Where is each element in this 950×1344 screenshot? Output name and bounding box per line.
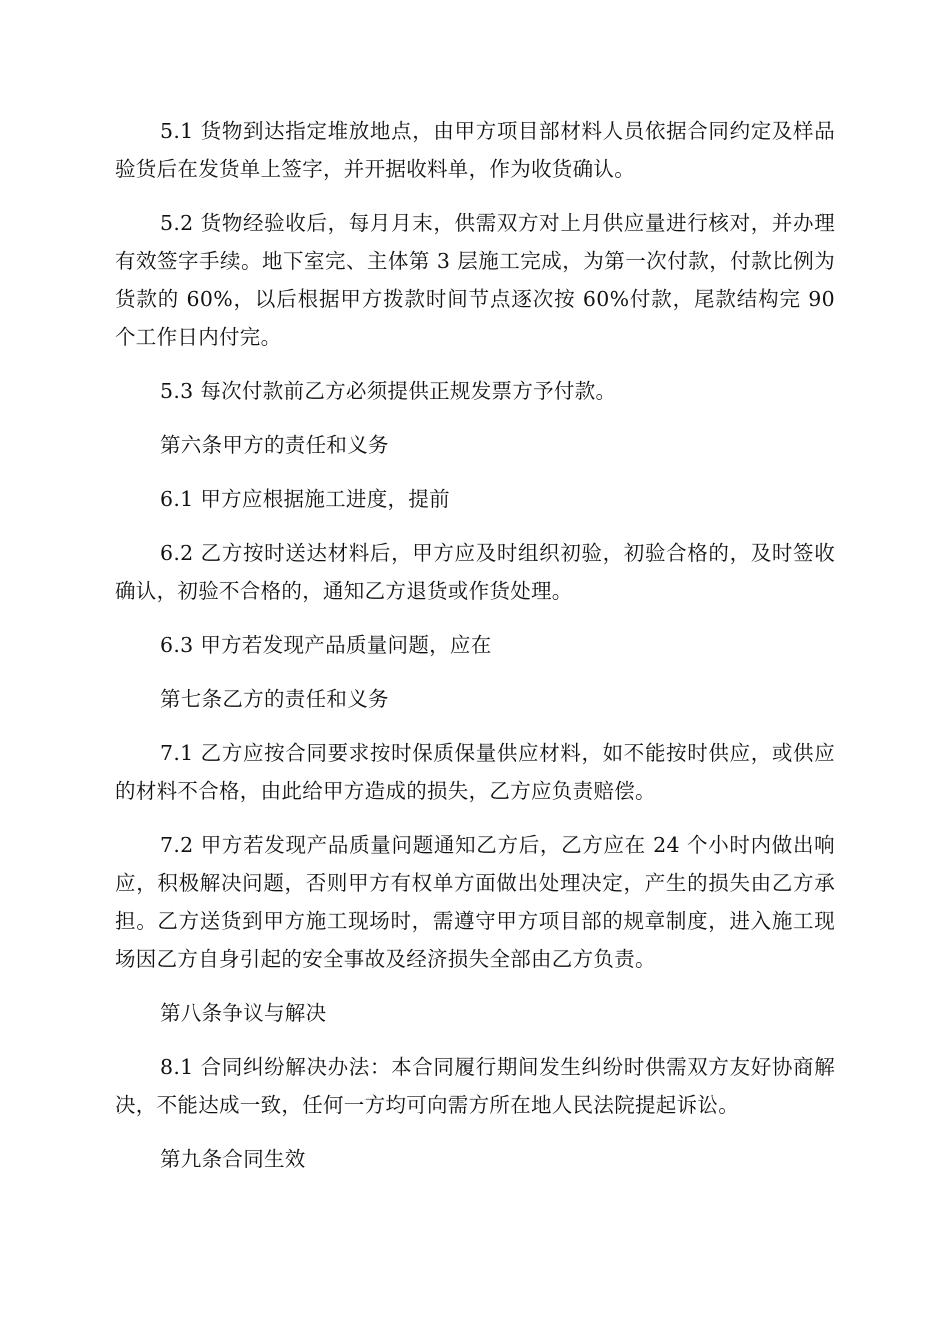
clause-6-2: 6.2 乙方按时送达材料后，甲方应及时组织初验，初验合格的，及时签收确认，初验不合格的，通知乙方退货或作货处理。	[115, 541, 835, 603]
article-8-heading: 第八条争议与解决	[160, 1001, 327, 1025]
clause-5-3: 5.3 每次付款前乙方必须提供正规发票方予付款。	[160, 379, 617, 403]
clause-5-2: 5.2 货物经验收后，每月月末，供需双方对上月供应量进行核对，并办理有效签字手续。地下室完、主体第 3 层施工完成，为第一次付款，付款比例为货款的 60%，以后根据甲方拨款时间节点逐次按 60%付款，尾款结构完 90 个工作日内付完。	[115, 211, 835, 349]
clause-8-1: 8.1 合同纠纷解决办法：本合同履行期间发生纠纷时供需双方友好协商解决，不能达成一致，任何一方均可向需方所在地人民法院提起诉讼。	[115, 1055, 835, 1117]
clause-5-1: 5.1 货物到达指定堆放地点，由甲方项目部材料人员依据合同约定及样品验货后在发货单上签字，并开据收料单，作为收货确认。	[115, 119, 835, 181]
clause-6-1: 6.1 甲方应根据施工进度，提前	[160, 487, 450, 511]
article-7-heading: 第七条乙方的责任和义务	[160, 687, 389, 711]
article-6-heading: 第六条甲方的责任和义务	[160, 433, 389, 457]
clause-7-1: 7.1 乙方应按合同要求按时保质保量供应材料，如不能按时供应，或供应的材料不合格，由此给甲方造成的损失，乙方应负责赔偿。	[115, 741, 835, 803]
clause-6-3: 6.3 甲方若发现产品质量问题，应在	[160, 633, 492, 657]
article-9-heading: 第九条合同生效	[160, 1147, 306, 1171]
clause-7-2: 7.2 甲方若发现产品质量问题通知乙方后，乙方应在 24 个小时内做出响应，积极解决问题，否则甲方有权单方面做出处理决定，产生的损失由乙方承担。乙方送货到甲方施工现场时，需遵守甲方项目部的规章制度，进入施工现场因乙方自身引起的安全事故及经济损失全部由乙方负责。	[115, 833, 835, 971]
document-body	[115, 112, 835, 1194]
